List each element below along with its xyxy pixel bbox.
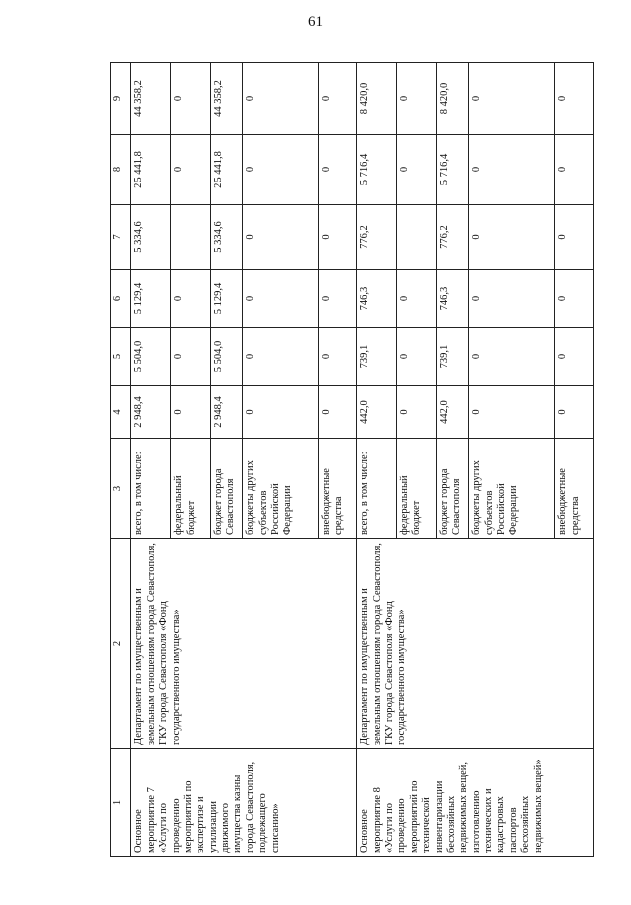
value-cell: 776,2 [357, 205, 397, 270]
value-cell: 776,2 [436, 205, 468, 270]
value-cell: 0 [397, 386, 437, 439]
source-name: бюджет города Севастополя [211, 439, 243, 539]
value-cell: 0 [171, 270, 211, 328]
source-name: федеральный бюджет [171, 439, 211, 539]
value-cell: 0 [397, 135, 437, 205]
value-cell: 5 334,6 [211, 205, 243, 270]
value-cell: 2 948,4 [211, 386, 243, 439]
value-cell: 0 [397, 270, 437, 328]
header-cell-9: 9 [111, 63, 131, 135]
header-cell-1: 1 [111, 749, 131, 857]
value-cell: 0 [171, 63, 211, 135]
source-name: всего, в том числе: [357, 439, 397, 539]
executor-name: Департамент по имущественным и земельным отношениям города Севастополя, ГКУ города Севастополя «Фонд государственного имущества» [357, 539, 594, 749]
value-cell: 0 [243, 63, 318, 135]
value-cell: 5 504,0 [131, 328, 171, 386]
value-cell: 0 [469, 270, 555, 328]
value-cell: 2 948,4 [131, 386, 171, 439]
value-cell: 442,0 [436, 386, 468, 439]
table-row [357, 63, 397, 857]
value-cell: 0 [555, 205, 594, 270]
value-cell: 44 358,2 [131, 63, 171, 135]
source-name: всего, в том числе: [131, 439, 171, 539]
value-cell: 8 420,0 [436, 63, 468, 135]
value-cell [397, 205, 437, 270]
value-cell: 8 420,0 [357, 63, 397, 135]
value-cell: 5 129,4 [211, 270, 243, 328]
value-cell: 0 [243, 328, 318, 386]
header-cell-3: 3 [111, 439, 131, 539]
header-cell-5: 5 [111, 328, 131, 386]
source-name: внебюджетные средства [318, 439, 357, 539]
value-cell: 0 [318, 135, 357, 205]
value-cell: 0 [469, 386, 555, 439]
header-cell-2: 2 [111, 539, 131, 749]
value-cell: 0 [555, 270, 594, 328]
value-cell: 442,0 [357, 386, 397, 439]
value-cell: 739,1 [436, 328, 468, 386]
header-cell-8: 8 [111, 135, 131, 205]
value-cell [171, 205, 211, 270]
value-cell: 746,3 [357, 270, 397, 328]
header-cell-4: 4 [111, 386, 131, 439]
value-cell: 0 [171, 386, 211, 439]
page-number: 61 [308, 14, 323, 30]
value-cell: 0 [469, 205, 555, 270]
value-cell: 0 [469, 328, 555, 386]
value-cell: 0 [318, 205, 357, 270]
value-cell: 0 [243, 270, 318, 328]
measure-name: Основное мероприятие 7 «Услуги по проведению мероприятий по экспертизе и утилизации движимого имущества казны города Севастополя, подлежащего списанию» [131, 749, 357, 857]
header-row [111, 63, 131, 857]
value-cell: 0 [555, 386, 594, 439]
value-cell: 0 [171, 135, 211, 205]
value-cell: 5 129,4 [131, 270, 171, 328]
value-cell: 0 [555, 63, 594, 135]
value-cell: 746,3 [436, 270, 468, 328]
value-cell: 0 [318, 386, 357, 439]
header-cell-7: 7 [111, 205, 131, 270]
value-cell: 0 [469, 63, 555, 135]
table-row [131, 63, 171, 857]
source-name: бюджет города Севастополя [436, 439, 468, 539]
value-cell: 25 441,8 [131, 135, 171, 205]
executor-name: Департамент по имущественным и земельным отношениям города Севастополя, ГКУ города Севастополя «Фонд государственного имущества» [131, 539, 357, 749]
value-cell: 0 [243, 135, 318, 205]
value-cell: 0 [318, 270, 357, 328]
value-cell: 5 716,4 [436, 135, 468, 205]
table-container [110, 63, 594, 857]
funding-table [110, 62, 594, 857]
value-cell: 0 [318, 63, 357, 135]
source-name: внебюджетные средства [555, 439, 594, 539]
source-name: федеральный бюджет [397, 439, 437, 539]
value-cell: 25 441,8 [211, 135, 243, 205]
value-cell: 0 [469, 135, 555, 205]
value-cell: 0 [397, 63, 437, 135]
value-cell: 5 504,0 [211, 328, 243, 386]
value-cell: 5 334,6 [131, 205, 171, 270]
value-cell: 0 [243, 386, 318, 439]
header-cell-6: 6 [111, 270, 131, 328]
value-cell: 0 [171, 328, 211, 386]
value-cell: 0 [318, 328, 357, 386]
value-cell: 0 [397, 328, 437, 386]
source-name: бюджеты других субъектов Российской Федерации [469, 439, 555, 539]
measure-name: Основное мероприятие 8 «Услуги по проведению мероприятий по технической инвентаризации бесхозяйных недвижимых вещей, изготовлению технических и кадастровых паспортов бесхозяйных недвижимых вещей» [357, 749, 594, 857]
value-cell: 44 358,2 [211, 63, 243, 135]
value-cell: 5 716,4 [357, 135, 397, 205]
value-cell: 739,1 [357, 328, 397, 386]
value-cell: 0 [555, 328, 594, 386]
value-cell: 0 [243, 205, 318, 270]
value-cell: 0 [555, 135, 594, 205]
source-name: бюджеты других субъектов Российской Федерации [243, 439, 318, 539]
